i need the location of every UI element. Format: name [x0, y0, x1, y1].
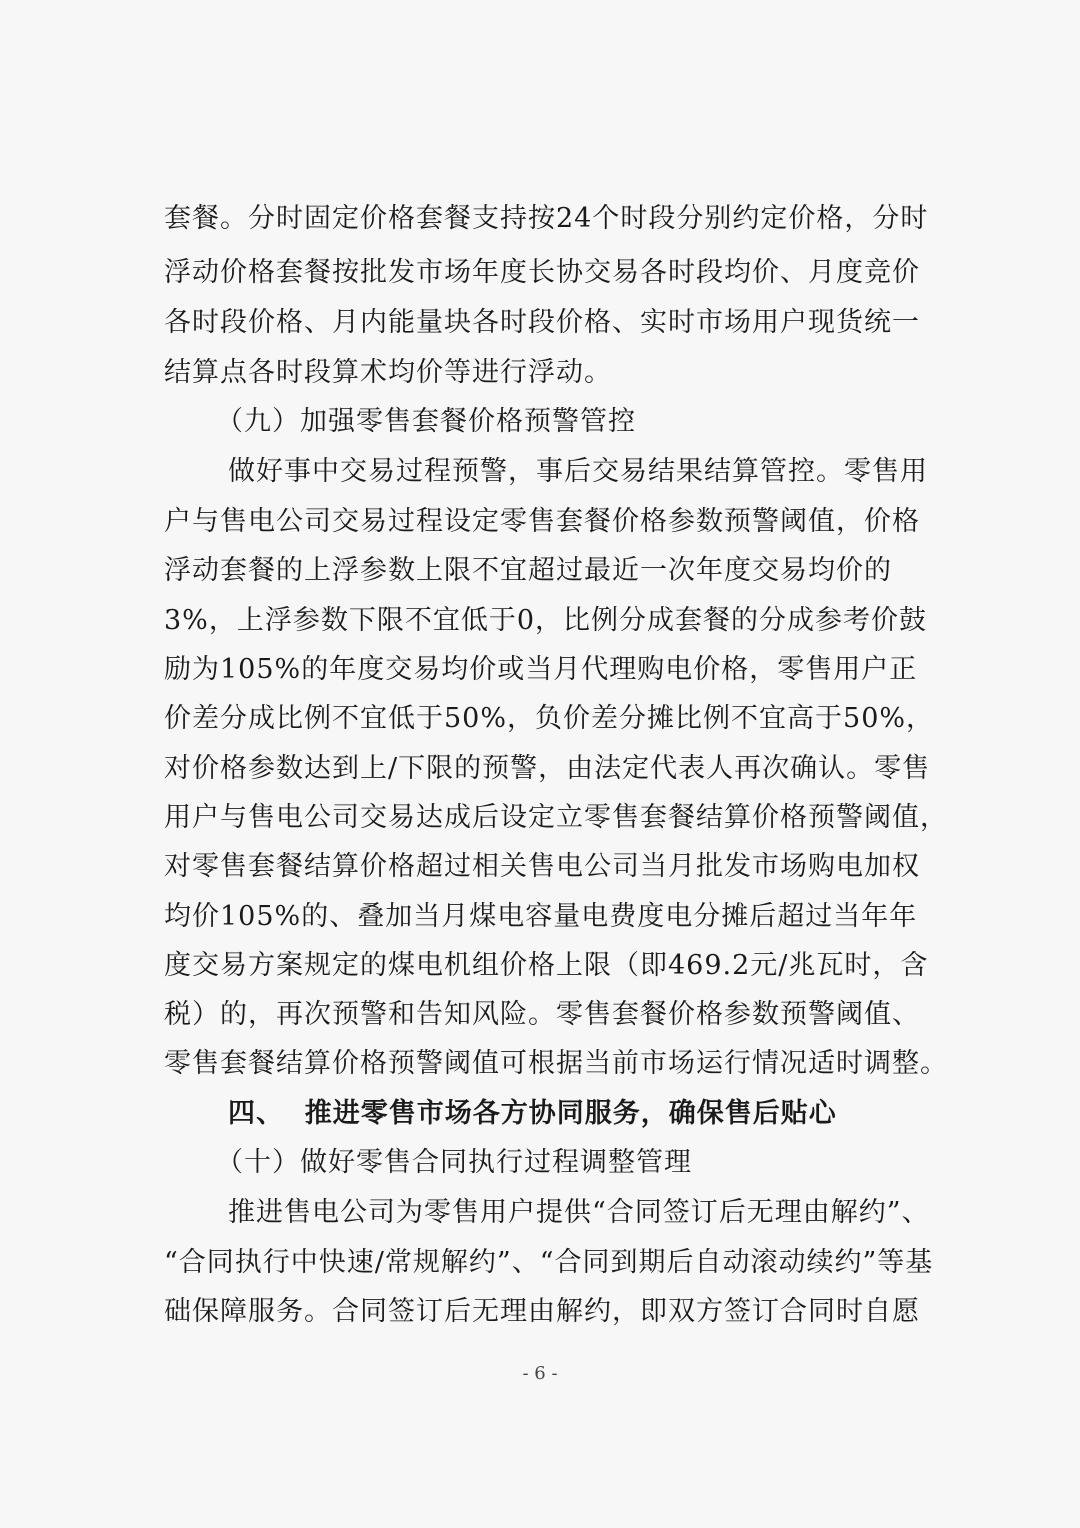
body-line-4: 结算点各时段算术均价等进行浮动。 — [164, 357, 612, 388]
body-line-15: 均价105%的、叠加当月煤电容量电费度电分摊后超过当年年 — [164, 901, 918, 932]
section-heading-4: 四、 推进零售市场各方协同服务，确保售后贴心 — [228, 1098, 837, 1129]
page-number: - 6 - — [522, 1363, 558, 1384]
body-line-16: 度交易方案规定的煤电机组价格上限（即469.2元/兆瓦时，含 — [164, 950, 929, 981]
body-line-12: 对价格参数达到上/下限的预警，由法定代表人再次确认。零售 — [164, 753, 931, 784]
body-line-14: 对零售套餐结算价格超过相关售电公司当月批发市场购电加权 — [164, 851, 920, 882]
section-heading-10: （十）做好零售合同执行过程调整管理 — [216, 1147, 692, 1178]
body-line-1: 套餐。分时固定价格套餐支持按24个时段分别约定价格，分时 — [164, 203, 929, 234]
body-line-23: 础保障服务。合同签订后无理由解约，即双方签订合同时自愿 — [164, 1296, 920, 1327]
body-line-6: 做好事中交易过程预警，事后交易结果结算管控。零售用 — [228, 456, 928, 487]
body-line-3: 各时段价格、月内能量块各时段价格、实时市场用户现货统一 — [164, 307, 920, 338]
body-line-9: 3%，上浮参数下限不宜低于0，比例分成套餐的分成参考价鼓 — [164, 605, 928, 636]
body-line-13: 用户与售电公司交易达成后设定立零售套餐结算价格预警阈值， — [164, 802, 948, 833]
body-line-7: 户与售电公司交易过程设定零售套餐价格参数预警阈值，价格 — [164, 506, 920, 537]
body-line-2: 浮动价格套餐按批发市场年度长协交易各时段均价、月度竞价 — [164, 257, 920, 288]
body-line-22: “合同执行中快速/常规解约”、“合同到期后自动滚动续约”等基 — [164, 1247, 934, 1278]
section-heading-9: （九）加强零售套餐价格预警管控 — [216, 406, 636, 437]
body-line-17: 税）的，再次预警和告知风险。零售套餐价格参数预警阈值、 — [164, 999, 920, 1030]
body-line-10: 励为105%的年度交易均价或当月代理购电价格，零售用户正 — [164, 654, 918, 685]
body-line-21: 推进售电公司为零售用户提供“合同签订后无理由解约”、 — [228, 1197, 930, 1228]
body-line-18: 零售套餐结算价格预警阈值可根据当前市场运行情况适时调整。 — [164, 1048, 948, 1079]
body-line-8: 浮动套餐的上浮参数上限不宜超过最近一次年度交易均价的 — [164, 555, 892, 586]
body-line-11: 价差分成比例不宜低于50%，负价差分摊比例不宜高于50%， — [164, 703, 935, 734]
